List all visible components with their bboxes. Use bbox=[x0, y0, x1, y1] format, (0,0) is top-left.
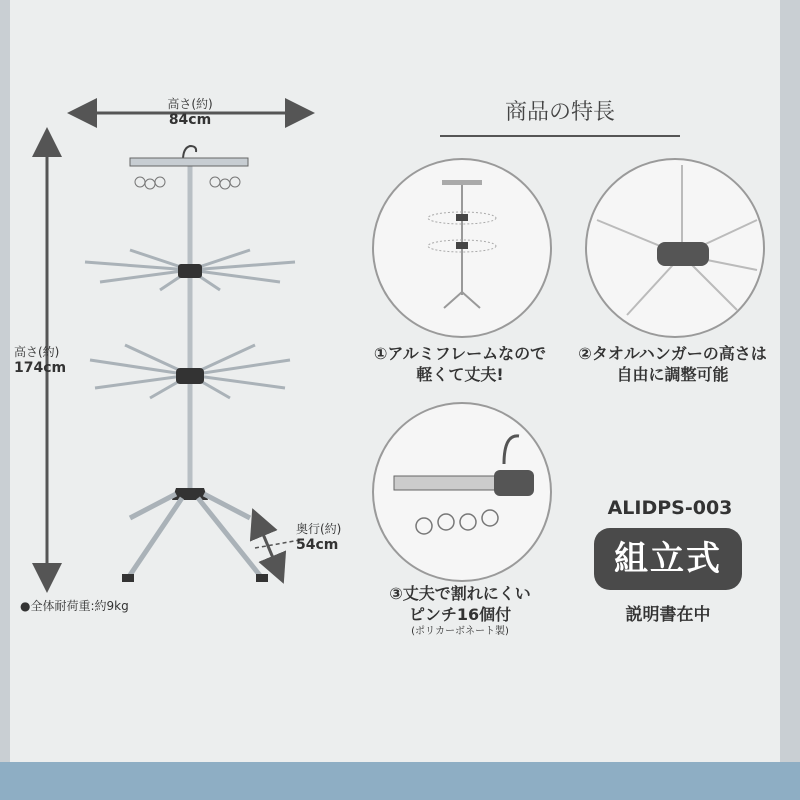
feature-1-line1: ①アルミフレームなので bbox=[373, 344, 547, 363]
depth-arrow bbox=[258, 522, 278, 570]
assembly-badge: 組立式 bbox=[594, 528, 742, 590]
load-capacity-note: ●全体耐荷重:約9kg bbox=[20, 599, 129, 613]
feature-3-line2: ピンチ16個付 bbox=[408, 605, 512, 624]
height-label: 高さ(約) bbox=[14, 345, 60, 359]
depth-dimension bbox=[296, 520, 366, 553]
footer-bar bbox=[0, 762, 800, 800]
feature-caption-1 bbox=[350, 343, 570, 385]
feature-image-clothespins bbox=[372, 402, 552, 582]
feature-2-line1: ②タオルハンガーの高さは bbox=[578, 344, 767, 363]
feature-image-aluminum-frame bbox=[372, 158, 552, 338]
height-value: 174cm bbox=[14, 360, 67, 376]
feature-caption-2 bbox=[565, 343, 780, 385]
feature-image-height-adjust bbox=[585, 158, 765, 338]
title-divider bbox=[440, 135, 680, 137]
manual-included-note: 説明書在中 bbox=[625, 605, 711, 625]
feature-1-line2: 軽くて丈夫! bbox=[416, 365, 504, 384]
feature-caption-3 bbox=[350, 583, 570, 639]
feature-2-line2: 自由に調整可能 bbox=[616, 365, 729, 384]
feature-3-line1: ③丈夫で割れにくい bbox=[389, 584, 531, 603]
depth-label: 奥行(約) bbox=[296, 522, 342, 536]
width-label: 高さ(約) bbox=[167, 97, 213, 111]
width-dimension bbox=[150, 95, 230, 128]
depth-value: 54cm bbox=[296, 537, 339, 553]
height-dimension bbox=[14, 343, 80, 376]
width-value: 84cm bbox=[168, 112, 212, 128]
model-number: ALIDPS-003 bbox=[607, 497, 733, 519]
features-title: 商品の特長 bbox=[504, 100, 615, 125]
feature-3-sub: (ポリカーボネート製) bbox=[411, 626, 509, 637]
